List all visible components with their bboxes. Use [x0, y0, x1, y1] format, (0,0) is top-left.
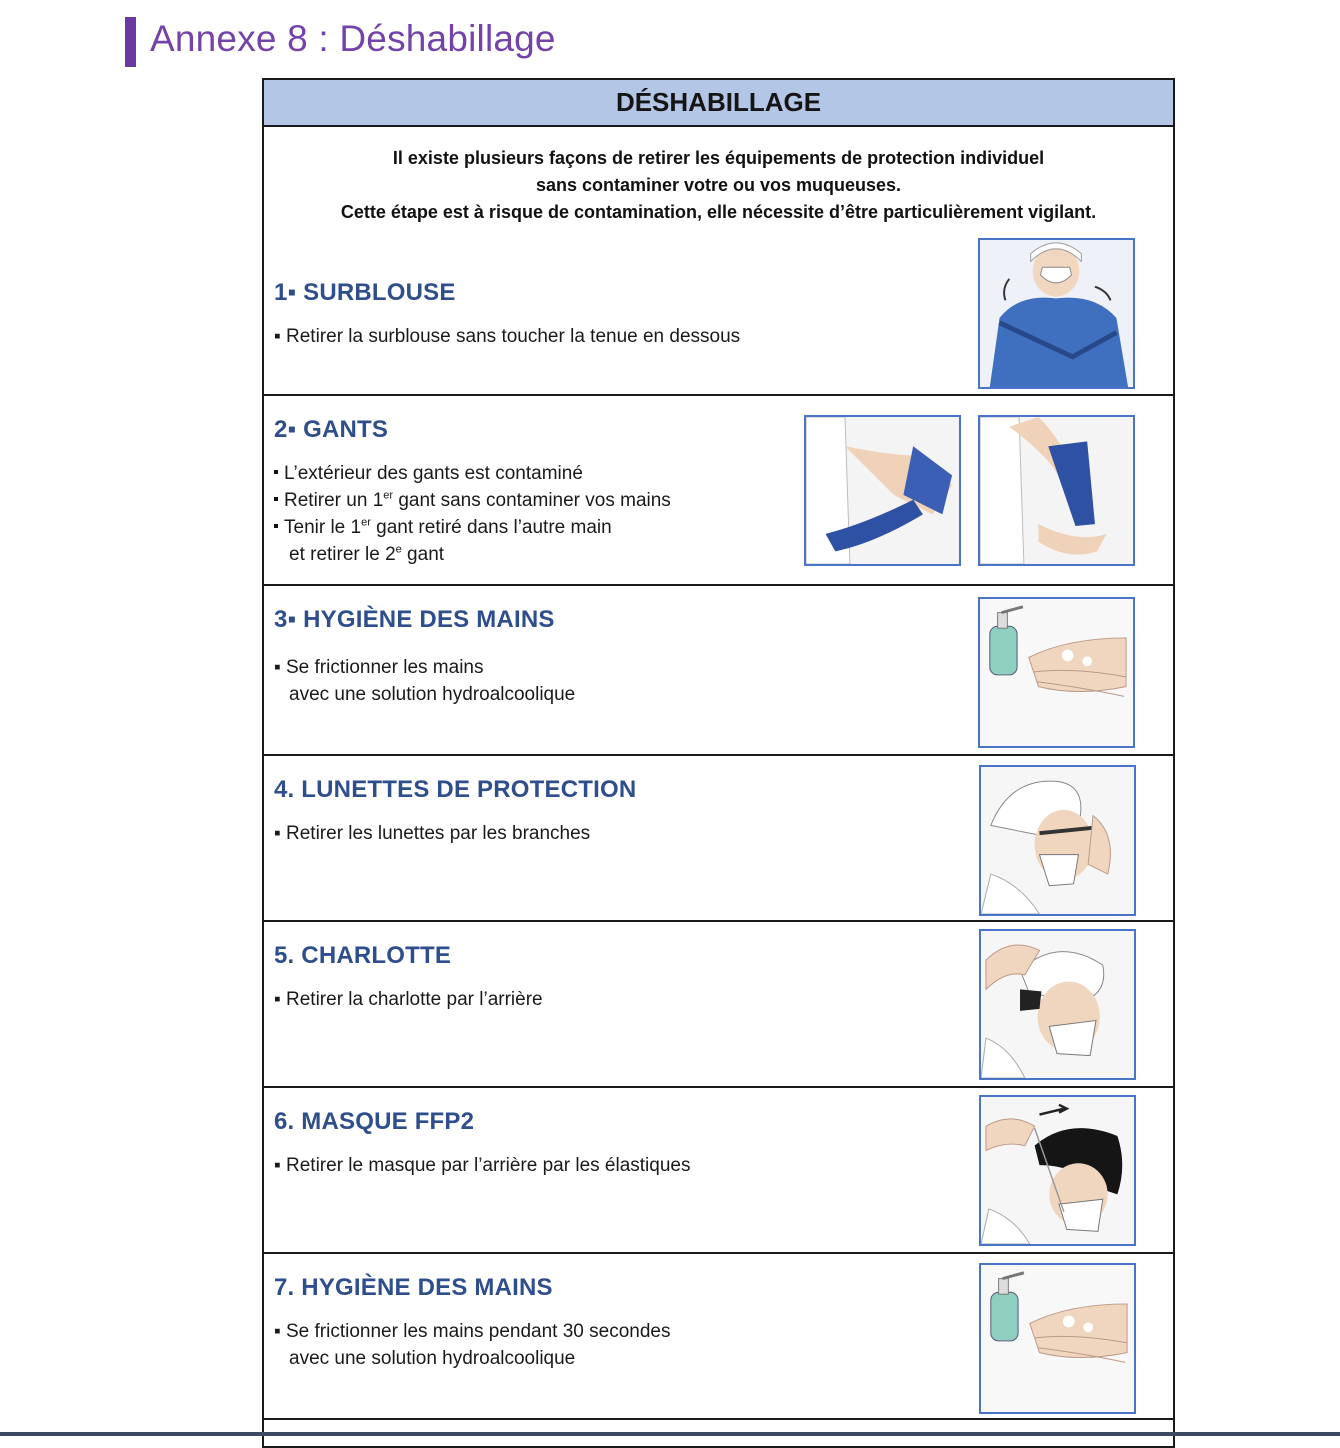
intro-text [264, 127, 1173, 226]
instruction-line: Retirer un 1er gant sans contaminer vos mains [274, 487, 671, 514]
instruction-line: avec une solution hydroalcoolique [289, 1348, 576, 1369]
instruction-line: Tenir le 1er gant retiré dans l’autre main [274, 514, 671, 541]
step-title: 2▪ GANTS [274, 416, 389, 443]
intro-line: sans contaminer votre ou vos muqueuses. [535, 175, 902, 195]
glove-removal-illustration [978, 415, 1135, 566]
step-instructions [274, 986, 543, 1013]
step-title: 3▪ HYGIÈNE DES MAINS [274, 606, 555, 633]
step-surblouse [264, 225, 1173, 396]
mask-removal-illustration [979, 1095, 1136, 1246]
step-instructions [274, 460, 671, 568]
step-charlotte [264, 922, 1173, 1088]
step-hygiene-mains-final [264, 1254, 1173, 1420]
window-bottom-edge [0, 1432, 1340, 1436]
annex-title-bar [125, 17, 136, 67]
step-instructions [274, 820, 590, 847]
instruction-line: ▪ Retirer les lunettes par les branches [274, 823, 591, 844]
instruction-line: ▪ Retirer le masque par l’arrière par les élastiques [274, 1155, 691, 1176]
step-gants [264, 396, 1173, 586]
step-title: 4. LUNETTES DE PROTECTION [274, 776, 637, 803]
gown-removal-illustration [978, 238, 1135, 389]
step-title: 7. HYGIÈNE DES MAINS [274, 1274, 553, 1301]
step-instructions [274, 1318, 670, 1372]
instruction-line: et retirer le 2e gant [289, 543, 445, 565]
hand-rub-illustration [978, 597, 1135, 748]
step-title: 1▪ SURBLOUSE [274, 279, 456, 306]
procedure-sheet [262, 78, 1175, 1448]
sheet-header: DÉSHABILLAGE [264, 80, 1173, 127]
step-title: 5. CHARLOTTE [274, 942, 452, 969]
step-lunettes [264, 756, 1173, 922]
instruction-line: ▪ Se frictionner les mains pendant 30 secondes [274, 1321, 671, 1342]
intro-line: Il existe plusieurs façons de retirer les équipements de protection individuel [392, 148, 1045, 168]
step-instructions [274, 1152, 690, 1179]
bullet [274, 497, 278, 501]
step-masque [264, 1088, 1173, 1254]
step-hygiene-mains [264, 586, 1173, 756]
page-title: Annexe 8 : Déshabillage [150, 18, 556, 59]
glove-removal-illustration [804, 415, 961, 566]
hand-rub-illustration [979, 1263, 1136, 1414]
instruction-line: ▪ Retirer la charlotte par l’arrière [274, 989, 543, 1010]
instruction-line: ▪ Se frictionner les mains [274, 657, 484, 678]
instruction-line: avec une solution hydroalcoolique [289, 684, 576, 705]
bullet [274, 524, 278, 528]
step-instructions [274, 323, 740, 350]
step-title: 6. MASQUE FFP2 [274, 1108, 475, 1135]
cap-removal-illustration [979, 929, 1136, 1080]
goggles-removal-illustration [979, 765, 1136, 916]
instruction-line: L’extérieur des gants est contaminé [274, 460, 671, 487]
instruction-line: ▪ Retirer la surblouse sans toucher la tenue en dessous [274, 326, 741, 347]
intro-line: Cette étape est à risque de contamination, elle nécessite d’être particulièrement vigilant. [340, 202, 1097, 222]
bullet [274, 470, 278, 474]
step-instructions [274, 654, 575, 708]
